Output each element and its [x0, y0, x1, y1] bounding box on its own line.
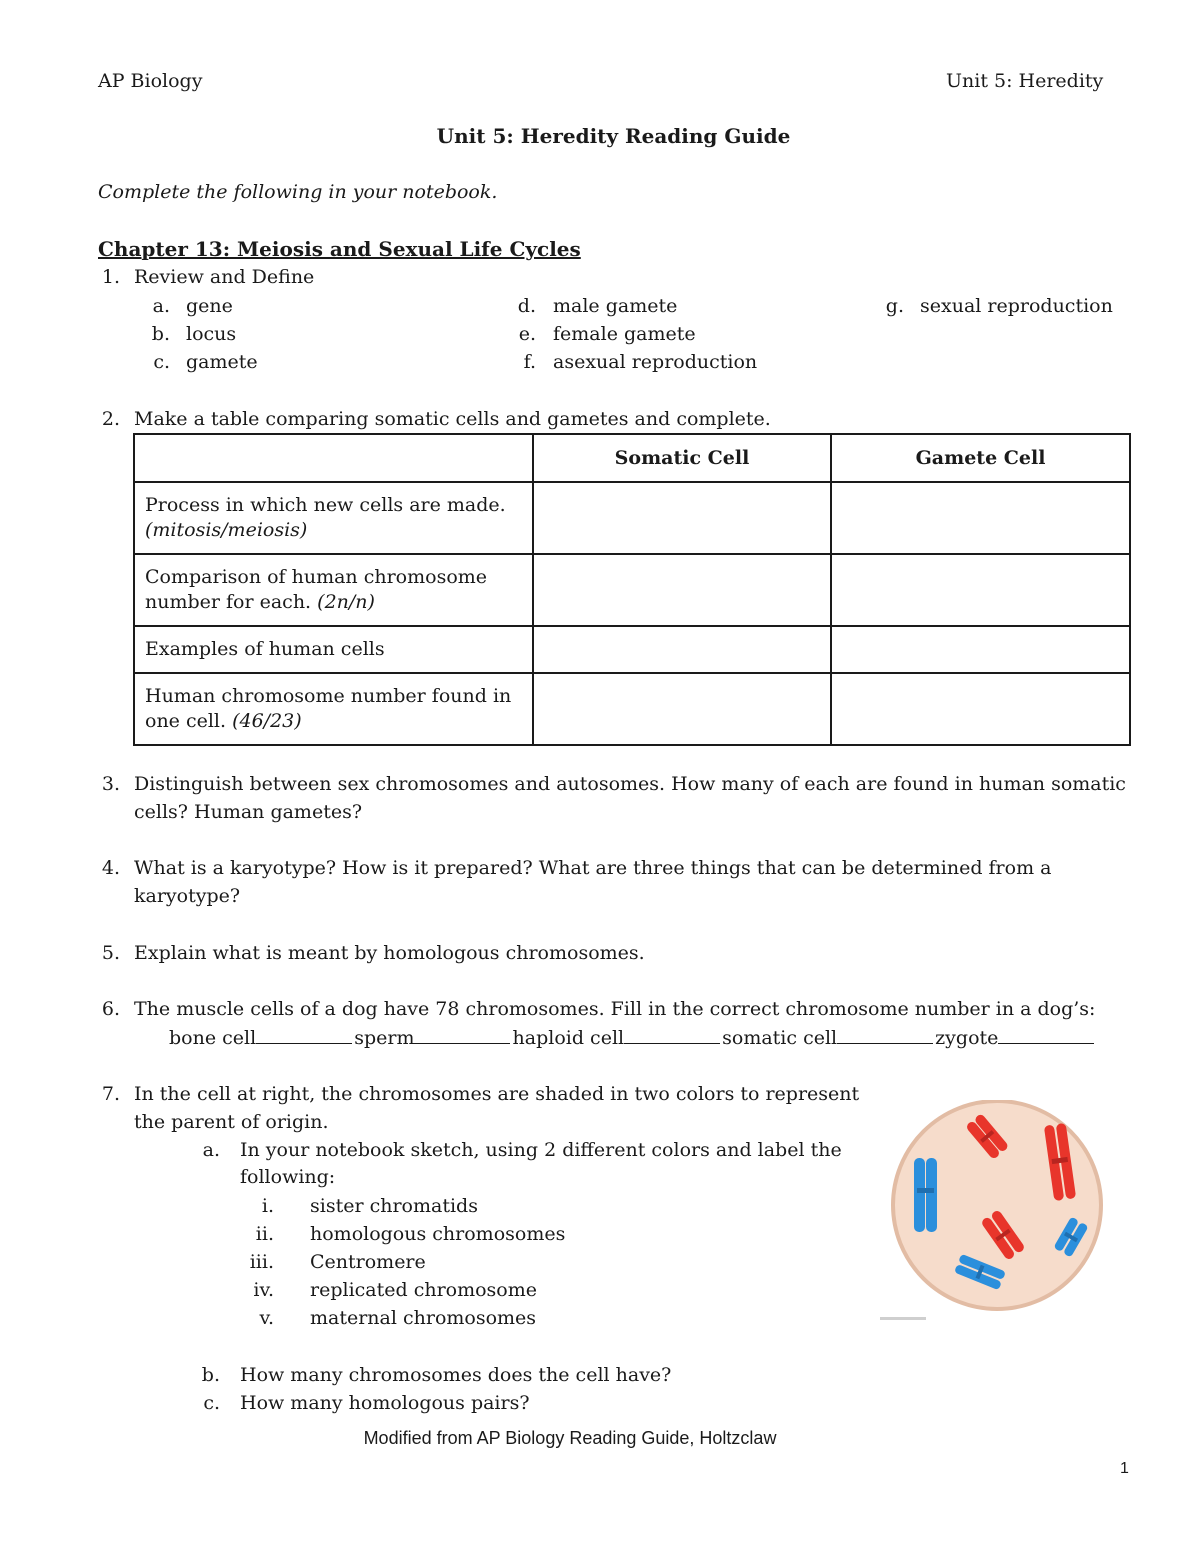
label-item: replicated chromosome [310, 1279, 537, 1301]
label-item: Centromere [310, 1251, 426, 1273]
row-hint: (46/23) [232, 710, 302, 732]
somatic-answer-cell[interactable] [533, 673, 831, 745]
q7a-line1: In your notebook sketch, using 2 different colors and label the [240, 1139, 842, 1161]
roman-numeral: iii. [249, 1251, 274, 1273]
q4-number: 4. [101, 857, 120, 879]
page-title: Unit 5: Heredity Reading Guide [436, 124, 791, 148]
table-row [134, 554, 1130, 626]
roman-numeral: iv. [253, 1279, 274, 1301]
row-label-text: Comparison of human chromosome number for each. [145, 566, 488, 613]
q7a-letter: a. [202, 1139, 220, 1161]
q7-number: 7. [101, 1083, 120, 1105]
header-right: Unit 5: Heredity [946, 70, 1104, 92]
somatic-answer-cell[interactable] [533, 482, 831, 554]
term-letter: a. [152, 295, 170, 317]
blank-label: sperm [354, 1027, 415, 1049]
term-letter: g. [885, 295, 904, 317]
gamete-answer-cell[interactable] [831, 554, 1130, 626]
header-left: AP Biology [98, 70, 203, 92]
term-letter: f. [523, 351, 536, 373]
table-header-blank [134, 434, 533, 482]
blank-label: bone cell [169, 1027, 257, 1049]
term: male gamete [553, 295, 678, 317]
blank-line[interactable] [624, 1026, 720, 1044]
term: gamete [186, 351, 258, 373]
term: female gamete [553, 323, 696, 345]
gamete-answer-cell[interactable] [831, 673, 1130, 745]
blank-label: zygote [935, 1027, 999, 1049]
row-label [134, 554, 533, 626]
q3-line1: Distinguish between sex chromosomes and autosomes. How many of each are found in human somatic [134, 773, 1126, 795]
q7-line2: the parent of origin. [134, 1111, 329, 1133]
q7c-letter: c. [203, 1392, 220, 1414]
table-header-somatic: Somatic Cell [533, 434, 831, 482]
somatic-answer-cell[interactable] [533, 554, 831, 626]
term: locus [186, 323, 237, 345]
label-item: sister chromatids [310, 1195, 478, 1217]
q5-line1: Explain what is meant by homologous chromosomes. [134, 942, 645, 964]
q2-number: 2. [101, 408, 120, 430]
term-letter: e. [518, 323, 536, 345]
table-header-row [134, 434, 1130, 482]
q1-number: 1. [101, 266, 120, 288]
comparison-table [133, 433, 1131, 746]
q4-line1: What is a karyotype? How is it prepared? What are three things that can be determined from a [134, 857, 1052, 879]
blank-label: haploid cell [512, 1027, 625, 1049]
q5-number: 5. [101, 942, 120, 964]
roman-numeral: ii. [255, 1223, 274, 1245]
gamete-answer-cell[interactable] [831, 626, 1130, 673]
chapter-heading: Chapter 13: Meiosis and Sexual Life Cycles [98, 237, 581, 261]
row-label-text: Human chromosome number found in one cell. [145, 685, 512, 732]
term: asexual reproduction [553, 351, 758, 373]
row-label [134, 673, 533, 745]
q3-number: 3. [101, 773, 120, 795]
term-letter: d. [517, 295, 536, 317]
q1-text: Review and Define [134, 266, 315, 288]
roman-numeral: v. [259, 1307, 274, 1329]
q7-line1: In the cell at right, the chromosomes are shaded in two colors to represent [134, 1083, 860, 1105]
blank-label: somatic cell [722, 1027, 838, 1049]
table-row [134, 673, 1130, 745]
q6-line1: The muscle cells of a dog have 78 chromosomes. Fill in the correct chromosome number in a dog’s: [134, 998, 1096, 1020]
blank-line[interactable] [414, 1026, 510, 1044]
roman-numeral: i. [261, 1195, 274, 1217]
term: gene [186, 295, 233, 317]
row-hint: (2n/n) [317, 591, 375, 613]
q7a-line2: following: [240, 1166, 336, 1188]
row-hint: (mitosis/meiosis) [145, 519, 308, 541]
q7b-text: How many chromosomes does the cell have? [240, 1364, 672, 1386]
q6-number: 6. [101, 998, 120, 1020]
term-letter: c. [153, 351, 170, 373]
cell-diagram [880, 1100, 1120, 1330]
q7c-text: How many homologous pairs? [240, 1392, 530, 1414]
q3-line2: cells? Human gametes? [134, 801, 363, 823]
row-label: Examples of human cells [134, 626, 533, 673]
footer: Modified from AP Biology Reading Guide, Holtzclaw [363, 1428, 777, 1448]
row-label [134, 482, 533, 554]
gamete-answer-cell[interactable] [831, 482, 1130, 554]
blank-line[interactable] [837, 1026, 933, 1044]
term: sexual reproduction [920, 295, 1113, 317]
term-letter: b. [151, 323, 170, 345]
somatic-answer-cell[interactable] [533, 626, 831, 673]
q6-blanks [169, 1026, 1094, 1049]
page-number: 1 [1120, 1460, 1129, 1477]
table-row [134, 482, 1130, 554]
blank-line[interactable] [998, 1026, 1094, 1044]
table-header-gamete: Gamete Cell [831, 434, 1130, 482]
q4-line2: karyotype? [134, 885, 241, 907]
row-label-text: Process in which new cells are made. [145, 494, 506, 516]
label-item: maternal chromosomes [310, 1307, 537, 1329]
q7b-letter: b. [201, 1364, 220, 1386]
instruction: Complete the following in your notebook. [98, 181, 498, 203]
image-credit-mark [880, 1317, 926, 1320]
blank-line[interactable] [256, 1026, 352, 1044]
q2-text: Make a table comparing somatic cells and gametes and complete. [134, 408, 771, 430]
label-item: homologous chromosomes [310, 1223, 566, 1245]
table-row [134, 626, 1130, 673]
